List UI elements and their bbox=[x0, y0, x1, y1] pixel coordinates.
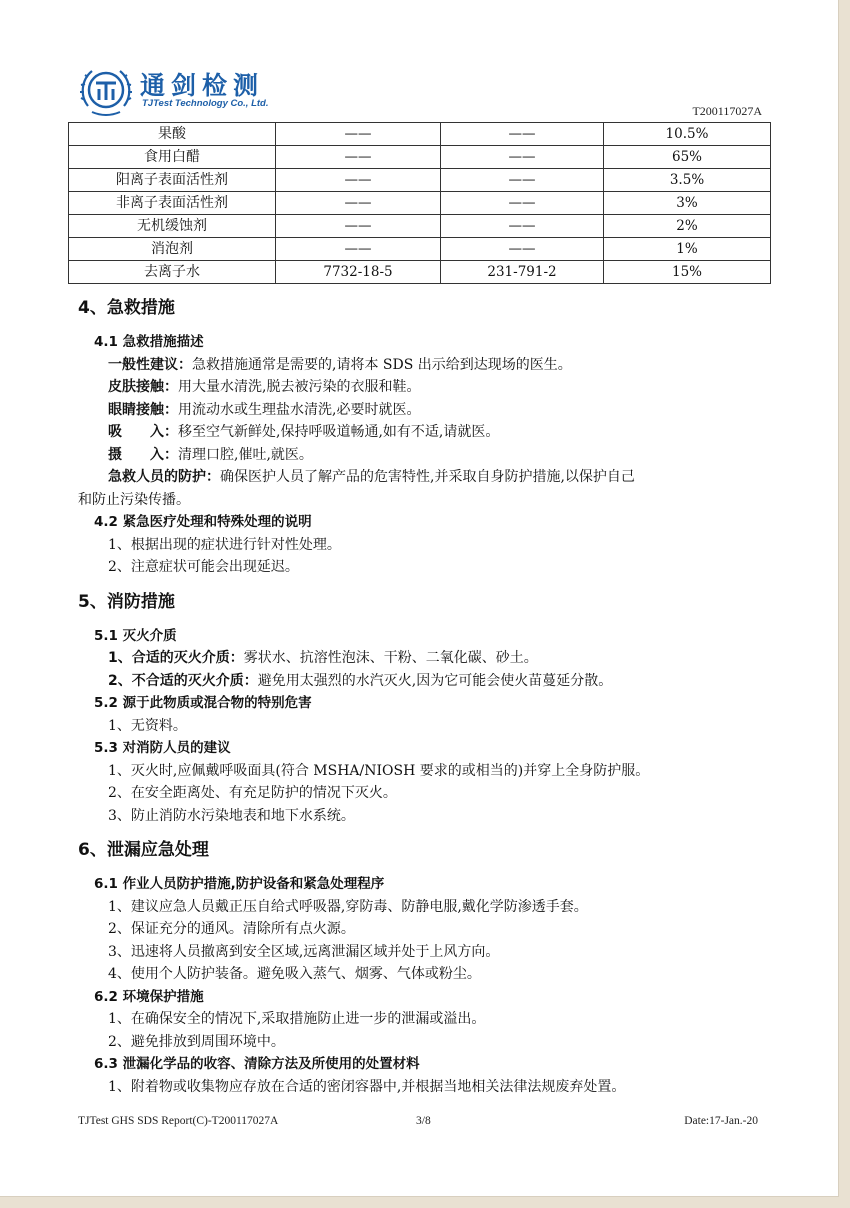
table-cell: 非离子表面活性剂 bbox=[69, 192, 276, 215]
table-cell: 10.5% bbox=[604, 123, 771, 146]
list-item: 3、迅速将人员撤离到安全区域,远离泄漏区域并处于上风方向。 bbox=[108, 943, 500, 960]
table-cell: 1% bbox=[604, 238, 771, 261]
table-cell: —— bbox=[441, 169, 604, 192]
section-6-3-title: 6.3 泄漏化学品的收容、清除方法及所使用的处置材料 bbox=[94, 1056, 420, 1072]
table-row bbox=[69, 261, 771, 284]
table-cell: —— bbox=[276, 238, 441, 261]
table-cell: 去离子水 bbox=[69, 261, 276, 284]
table-cell: 2% bbox=[604, 215, 771, 238]
table-cell: 65% bbox=[604, 146, 771, 169]
table-row bbox=[69, 146, 771, 169]
table-row bbox=[69, 215, 771, 238]
logo-chinese-name: 通剑检测 bbox=[140, 71, 265, 100]
section-6-title: 6、泄漏应急处理 bbox=[78, 840, 209, 860]
table-row bbox=[69, 238, 771, 261]
page-footer bbox=[78, 1115, 762, 1133]
list-item: 1、无资料。 bbox=[108, 717, 187, 734]
table-cell: —— bbox=[441, 238, 604, 261]
table-cell: —— bbox=[441, 192, 604, 215]
section-5-3-title: 5.3 对消防人员的建议 bbox=[94, 740, 231, 756]
section-4-1-title: 4.1 急救措施描述 bbox=[94, 334, 204, 350]
list-item: 1、附着物或收集物应存放在合适的密闭容器中,并根据当地相关法律法规废弃处置。 bbox=[108, 1078, 626, 1095]
list-item: 2、注意症状可能会出现延迟。 bbox=[108, 559, 299, 575]
table-cell: —— bbox=[276, 123, 441, 146]
skin-contact-line: 皮肤接触：用大量水清洗,脱去被污染的衣服和鞋。 bbox=[108, 379, 421, 395]
table-cell: 消泡剂 bbox=[69, 238, 276, 261]
table-cell: 无机缓蚀剂 bbox=[69, 215, 276, 238]
table-cell: 食用白醋 bbox=[69, 146, 276, 169]
list-item: 4、使用个人防护装备。避免吸入蒸气、烟雾、气体或粉尘。 bbox=[108, 966, 481, 982]
table-cell: 15% bbox=[604, 261, 771, 284]
list-item: 3、防止消防水污染地表和地下水系统。 bbox=[108, 807, 355, 824]
suitable-media-line: 1、合适的灭火介质：雾状水、抗溶性泡沫、干粉、二氧化碳、砂土。 bbox=[108, 650, 538, 666]
section-4-2-title: 4.2 紧急医疗处理和特殊处理的说明 bbox=[94, 514, 312, 530]
table-cell: 果酸 bbox=[69, 123, 276, 146]
table-row bbox=[69, 123, 771, 146]
general-advice-line: 一般性建议：急救措施通常是需要的,请将本 SDS 出示给到达现场的医生。 bbox=[108, 356, 572, 373]
footer-page-number: 3/8 bbox=[416, 1115, 431, 1127]
list-item: 2、在安全距离处、有充足防护的情况下灭火。 bbox=[108, 785, 397, 801]
table-cell: —— bbox=[276, 215, 441, 238]
report-number: T200117027A bbox=[692, 104, 762, 118]
table-cell: 3.5% bbox=[604, 169, 771, 192]
section-5-2-title: 5.2 源于此物质或混合物的特别危害 bbox=[94, 695, 312, 711]
list-item: 1、在确保安全的情况下,采取措施防止进一步的泄漏或溢出。 bbox=[108, 1011, 486, 1027]
table-cell: 阳离子表面活性剂 bbox=[69, 169, 276, 192]
composition-table bbox=[68, 122, 771, 284]
table-cell: 7732-18-5 bbox=[276, 261, 441, 284]
unsuitable-media-line: 2、不合适的灭火介质：避免用太强烈的水汽灭火,因为它可能会使火苗蔓延分散。 bbox=[108, 672, 613, 689]
table-cell: 231-791-2 bbox=[441, 261, 604, 284]
section-4-title: 4、急救措施 bbox=[78, 298, 175, 318]
section-5-title: 5、消防措施 bbox=[78, 591, 175, 612]
table-row bbox=[69, 192, 771, 215]
table-cell: —— bbox=[276, 169, 441, 192]
page-header bbox=[74, 60, 774, 122]
table-cell: —— bbox=[276, 192, 441, 215]
list-item: 1、建议应急人员戴正压自给式呼吸器,穿防毒、防静电服,戴化学防渗透手套。 bbox=[108, 898, 588, 915]
list-item: 1、灭火时,应佩戴呼吸面具(符合 MSHA/NIOSH 要求的或相当的)并穿上全身防护服。 bbox=[108, 762, 650, 779]
page-content bbox=[78, 291, 768, 1098]
list-item: 1、根据出现的症状进行针对性处理。 bbox=[108, 536, 341, 553]
first-aider-protection-cont: 和防止污染传播。 bbox=[78, 491, 190, 508]
table-cell: —— bbox=[276, 146, 441, 169]
footer-date: Date:17-Jan.-20 bbox=[684, 1115, 758, 1127]
section-6-2-title: 6.2 环境保护措施 bbox=[94, 988, 204, 1005]
table-row bbox=[69, 169, 771, 192]
company-logo-icon bbox=[78, 62, 134, 118]
ingestion-line: 摄 入：清理口腔,催吐,就医。 bbox=[108, 446, 313, 463]
first-aider-protection-line: 急救人员的防护：确保医护人员了解产品的危害特性,并采取自身防护措施,以保护自己 bbox=[108, 469, 635, 485]
section-6-1-title: 6.1 作业人员防护措施,防护设备和紧急处理程序 bbox=[94, 876, 385, 892]
footer-report-title: TJTest GHS SDS Report(C)-T200117027A bbox=[78, 1115, 279, 1127]
section-5-1-title: 5.1 灭火介质 bbox=[94, 627, 177, 644]
table-cell: —— bbox=[441, 123, 604, 146]
logo-english-name: TJTest Technology Co., Ltd. bbox=[142, 98, 269, 109]
eye-contact-line: 眼睛接触：用流动水或生理盐水清洗,必要时就医。 bbox=[108, 401, 421, 418]
table-cell: —— bbox=[441, 146, 604, 169]
inhalation-line: 吸 入：移至空气新鲜处,保持呼吸道畅通,如有不适,请就医。 bbox=[108, 424, 500, 440]
table-cell: —— bbox=[441, 215, 604, 238]
table-cell: 3% bbox=[604, 192, 771, 215]
list-item: 2、避免排放到周围环境中。 bbox=[108, 1033, 285, 1050]
list-item: 2、保证充分的通风。清除所有点火源。 bbox=[108, 921, 355, 937]
